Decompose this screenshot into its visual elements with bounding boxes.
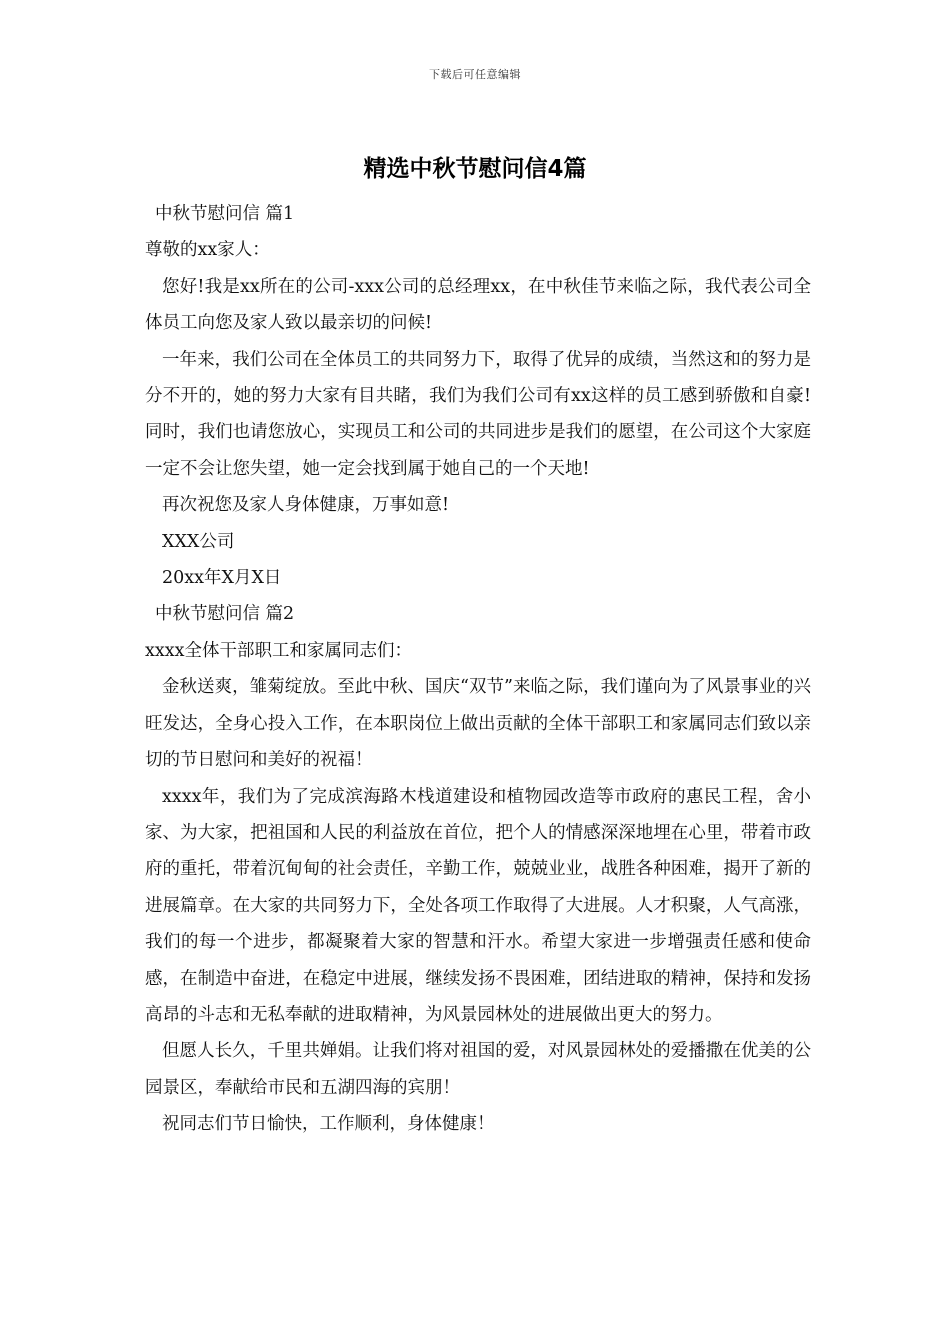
header-note: 下载后可任意编辑: [429, 68, 521, 81]
letter1-date: 20xx年X月X日: [162, 568, 282, 589]
document-title: 精选中秋节慰问信4篇: [363, 156, 587, 182]
letter1-paragraph: 再次祝您及家人身体健康，万事如意!: [162, 495, 450, 516]
letter2-paragraph: 祝同志们节日愉快，工作顺利，身体健康！: [162, 1114, 495, 1135]
letter2-salutation: xxxx全体干部职工和家属同志们：: [145, 640, 412, 661]
letter1-section-title: 中秋节慰问信 篇1: [155, 204, 295, 224]
letter2-paragraph: xxxx年，我们为了完成滨海路木栈道建设和植物园改造等市政府的惠民工程，舍小家、为大家，把祖国和人民的利益放在首位，把个人的情感深深地埋在心里，带着市政府的重托，带着沉甸甸的社会责任，辛勤工作，兢兢业业，战胜各种困难，揭开了新的进展篇章。在大家的共同努力下，全处各项工作取得了大进展。人才积聚，人气高涨，我们的每一个进步，都凝聚着大家的智慧和汗水。希望大家进一步增强责任感和使命感，在制造中奋进，在稳定中进展，继续发扬不畏困难，团结进取的精神，保持和发扬高昂的斗志和无私奉献的进取精神，为风景园林处的进展做出更大的努力。: [145, 786, 811, 1025]
letter1-salutation: 尊敬的xx家人：: [145, 240, 270, 261]
letter2-section-title: 中秋节慰问信 篇2: [155, 604, 295, 625]
letter2-paragraph: 金秋送爽，雏菊绽放。至此中秋、国庆“双节”来临之际，我们谨向为了风景事业的兴旺发达，全身心投入工作，在本职岗位上做出贡献的全体干部职工和家属同志们致以亲切的节日慰问和美好的祝福！: [145, 677, 811, 771]
letter1-signature: XXX公司: [162, 531, 235, 552]
document-body: [145, 196, 811, 1143]
letter1-paragraph: 您好!我是xx所在的公司-xxx公司的总经理xx，在中秋佳节来临之际，我代表公司全体员工向您及家人致以最亲切的问候!: [145, 276, 811, 334]
letter2-paragraph: 但愿人长久，千里共婵娟。让我们将对祖国的爱，对风景园林处的爱播撒在优美的公园景区，奉献给市民和五湖四海的宾朋！: [145, 1041, 811, 1098]
letter1-paragraph: 一年来，我们公司在全体员工的共同努力下，取得了优异的成绩，当然这和的努力是分不开的，她的努力大家有目共睹，我们为我们公司有xx这样的员工感到骄傲和自豪!同时，我们也请您放心，实现员工和公司的共同进步是我们的愿望，在公司这个大家庭一定不会让您失望，她一定会找到属于她自己的一个天地!: [145, 349, 811, 479]
